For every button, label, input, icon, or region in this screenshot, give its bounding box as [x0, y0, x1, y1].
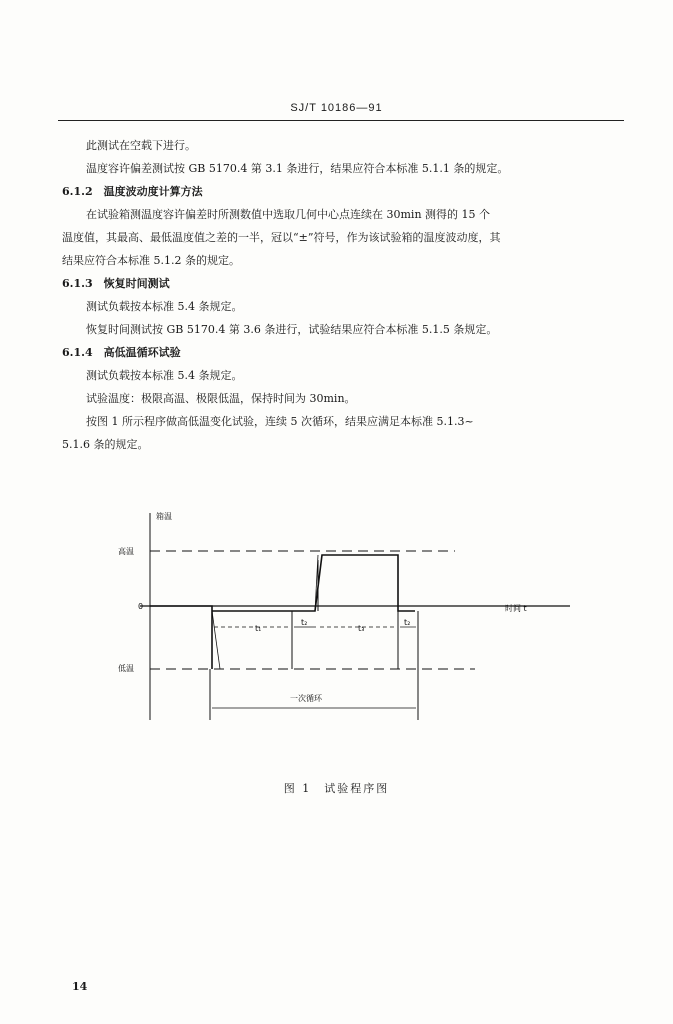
paragraph-test-load-1: 测试负载按本标准 5.4 条规定。	[86, 300, 243, 313]
paragraph-test-temperature: 试验温度：极限高温、极限低温，保持时间为 30min。	[86, 392, 356, 405]
t4-label: t₂	[404, 618, 411, 627]
paragraph-test-load-2: 测试负载按本标准 5.4 条规定。	[86, 369, 243, 382]
paragraph-fluctuation-2: 温度值，其最高、最低温度值之差的一半，冠以“±”符号，作为该试验箱的温度波动度，其	[62, 231, 501, 244]
paragraph-cycle-test-2: 5.1.6 条的规定。	[62, 438, 149, 451]
cycle-label: 一次循环	[290, 694, 322, 703]
heading-6-1-2: 6.1.2 温度波动度计算方法	[62, 185, 203, 198]
page-number: 14	[72, 980, 88, 993]
x-axis-label: 时间 t	[505, 604, 527, 613]
low-temp-label: 低温	[118, 664, 134, 673]
test-procedure-diagram	[100, 505, 580, 745]
heading-6-1-4: 6.1.4 高低温循环试验	[62, 346, 181, 359]
paragraph-fluctuation-3: 结果应符合本标准 5.1.2 条的规定。	[62, 254, 240, 267]
zero-label: 0	[138, 602, 144, 611]
y-axis-label: 箱温	[156, 512, 172, 521]
paragraph-temp-tolerance: 温度容许偏差测试按 GB 5170.4 第 3.1 条进行，结果应符合本标准 5.1.1 条的规定。	[86, 162, 509, 175]
t2-label: t₂	[301, 618, 308, 627]
temperature-profile	[150, 555, 415, 669]
t3-label: t₃	[358, 624, 365, 633]
header-rule	[58, 120, 624, 121]
t1-label: t₁	[255, 624, 262, 633]
paragraph-recovery-time: 恢复时间测试按 GB 5170.4 第 3.6 条进行，试验结果应符合本标准 5.1.5 条规定。	[86, 323, 498, 336]
figure-caption: 图 1 试验程序图	[283, 782, 390, 795]
heading-6-1-3: 6.1.3 恢复时间测试	[62, 277, 170, 290]
cooling-slope	[212, 611, 220, 669]
standard-number-header: SJ/T 10186—91	[290, 102, 383, 114]
paragraph-cycle-test-1: 按图 1 所示程序做高低温变化试验，连续 5 次循环，结果应满足本标准 5.1.3~	[86, 415, 474, 428]
paragraph-no-load: 此测试在空载下进行。	[86, 139, 196, 152]
paragraph-fluctuation-1: 在试验箱测温度容许偏差时所测数值中选取几何中心点连续在 30min 测得的 15 个	[86, 208, 491, 221]
high-temp-label: 高温	[118, 547, 134, 556]
